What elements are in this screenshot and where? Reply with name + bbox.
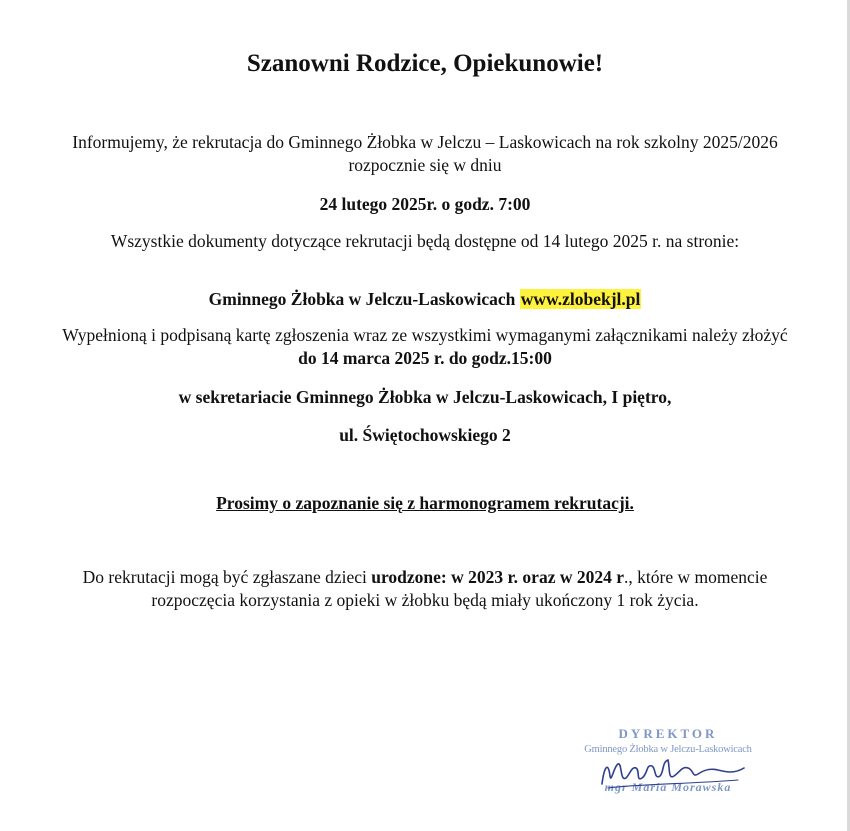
- eligibility-suffix: ., które w momencie rozpoczęcia korzystania z opieki w żłobku będą miały ukończony 1 rok życia.: [151, 567, 768, 610]
- submission-text: Wypełnioną i podpisaną kartę zgłoszenia wraz ze wszystkimi wymaganymi załącznikami należy złożyć: [62, 325, 788, 345]
- street-address: ul. Świętochowskiego 2: [339, 425, 511, 445]
- stamp-organization: Gminnego Żłobka w Jelczu-Laskowicach: [584, 744, 752, 755]
- document-title: Szanowni Rodzice, Opiekunowie!: [246, 50, 604, 77]
- submission-place: w sekretariacie Gminnego Żłobka w Jelczu-Laskowicach, I piętro,: [178, 387, 672, 407]
- stamp-title: DYREKTOR: [618, 726, 718, 741]
- eligibility-birth-years: urodzone: w 2023 r. oraz w 2024 r: [371, 567, 625, 587]
- website-name: Gminnego Żłobka w Jelczu-Laskowicach: [208, 289, 516, 309]
- website-line: [60, 288, 790, 311]
- stamp-name: mgr Maria Morawska: [604, 780, 732, 794]
- schedule-request: Prosimy o zapoznanie się z harmonogramem rekrutacji.: [216, 493, 634, 513]
- handwritten-signature: [598, 754, 748, 794]
- documents-availability-paragraph: Wszystkie dokumenty dotyczące rekrutacji będą dostępne od 14 lutego 2025 r. na stronie:: [110, 231, 740, 251]
- website-link[interactable]: www.zlobekjl.pl: [520, 289, 641, 309]
- intro-paragraph: Informujemy, że rekrutacja do Gminnego Żłobka w Jelczu – Laskowicach na rok szkolny 2025/2026 rozpocznie się w dniu: [72, 132, 778, 175]
- submission-deadline: do 14 marca 2025 r. do godz.15:00: [298, 348, 552, 368]
- recruitment-start-date: 24 lutego 2025r. o godz. 7:00: [319, 194, 531, 214]
- submission-paragraph: [60, 324, 790, 370]
- eligibility-paragraph: [60, 566, 790, 612]
- eligibility-prefix: Do rekrutacji mogą być zgłaszane dzieci: [82, 567, 367, 587]
